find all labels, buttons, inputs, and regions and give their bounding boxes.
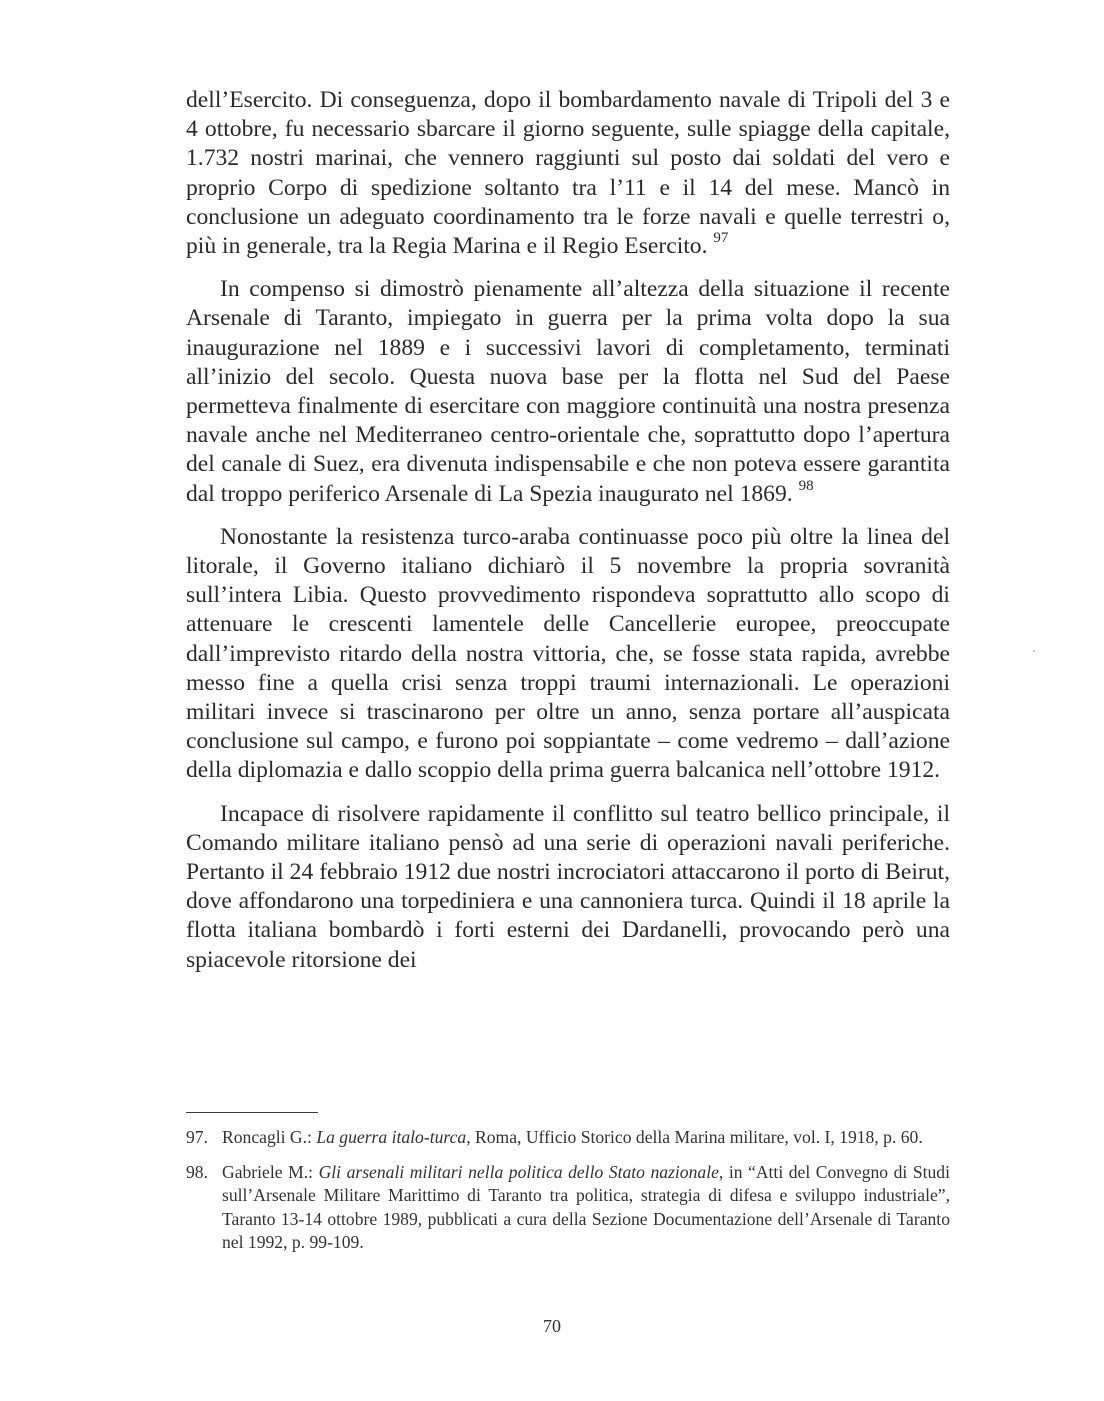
body-text [186,86,950,975]
footnote-title: Gli arsenali militari nella politica dello Stato nazionale [318,1161,719,1182]
paragraph-1-text: dell’Esercito. Di conseguenza, dopo il bombardamento navale di Tripoli del 3 e 4 ottobre, fu necessario sbarcare il giorno seguente, sulle spiagge della capitale, 1.732 nostri marinai, che vennero raggiunti sul posto dai soldati del vero e proprio Corpo di spedizione soltanto tra l’11 e il 14 del mese. Mancò in conclusione un adeguato coordinamento tra le forze navali e quelle terrestri o, più in generale, tra la Regia Marina e il Regio Esercito. [186,87,950,260]
paragraph-3-text: Nonostante la resistenza turco-araba continuasse poco più oltre la linea del litorale, il Governo italiano dichiarò il 5 novembre la propria sovranità sull’intera Libia. Questo provvedimento rispondeva soprattutto allo scopo di attenuare le crescenti lamentele delle Cancellerie europee, preoccupate dall’imprevisto ritardo della nostra vittoria, che, se fosse stata rapida, avrebbe messo fine a quella crisi senza troppi traumi internazionali. Le operazioni militari invece si trascinarono per oltre un anno, senza portare all’auspicata conclusione sul campo, e furono poi soppiantate – come vedremo – dall’azione della diplomazia e dallo scoppio della prima guerra balcanica nell’ottobre 1912. [186,523,950,784]
footnote-text [222,1126,950,1150]
footnote-separator [186,1112,318,1113]
scan-speck [1033,650,1035,652]
paragraph-4-text: Incapace di risolvere rapidamente il conflitto sul teatro bellico principale, il Comando militare italiano pensò ad una serie di operazioni navali periferiche. Pertanto il 24 febbraio 1912 due nostri incrociatori attaccarono il porto di Beirut, dove affondarono una torpediniera e una cannoniera turca. Quindi il 18 aprile la flotta italiana bombardò i forti esterni dei Dardanelli, provocando però una spiacevole ritorsione dei [186,800,950,973]
main-text-column [186,86,950,975]
footnote-number: 98. [186,1161,208,1182]
footnote-details: , Roma, Ufficio Storico della Marina militare, vol. I, 1918, p. 60. [466,1127,923,1147]
footnote-ref-97: 97 [713,230,729,247]
footnote-details: , in “Atti del Convegno di Studi sull’Arsenale Militare Marittimo di Taranto tra politica, strategia di difesa e sviluppo industriale”, Taranto 13-14 ottobre 1989, pubblicati a cura della Sezione Documentazione dell’Arsenale di Taranto nel 1992, p. 99-109. [222,1161,950,1252]
paragraph-2 [186,275,950,509]
footnote-author: Roncagli G.: [222,1127,312,1147]
paragraph-4 [186,800,950,975]
footnotes [186,1126,950,1255]
footnote-text [222,1161,950,1255]
footnote-97 [186,1126,950,1150]
paragraph-1 [186,86,950,261]
footnote-98 [186,1161,950,1255]
footnote-number: 97. [186,1127,208,1147]
page-number: 70 [543,1316,561,1336]
footnote-author: Gabriele M.: [222,1161,314,1182]
paragraph-3 [186,523,950,786]
paragraph-2-text: In compenso si dimostrò pienamente all’altezza della situazione il recente Arsenale di Taranto, impiegato in guerra per la prima volta dopo la sua inaugurazione nel 1889 e i successivi lavori di completamento, terminati all’inizio del secolo. Questa nuova base per la flotta nel Sud del Paese permetteva finalmente di esercitare con maggiore continuità una nostra presenza navale anche nel Mediterraneo centro-orientale che, soprattutto dopo l’apertura del canale di Suez, era divenuta indispensabile e che non poteva essere garantita dal troppo periferico Arsenale di La Spezia inaugurato nel 1869. [186,276,950,507]
footnote-title: La guerra italo-turca [316,1127,467,1147]
footnote-ref-98: 98 [798,477,814,494]
